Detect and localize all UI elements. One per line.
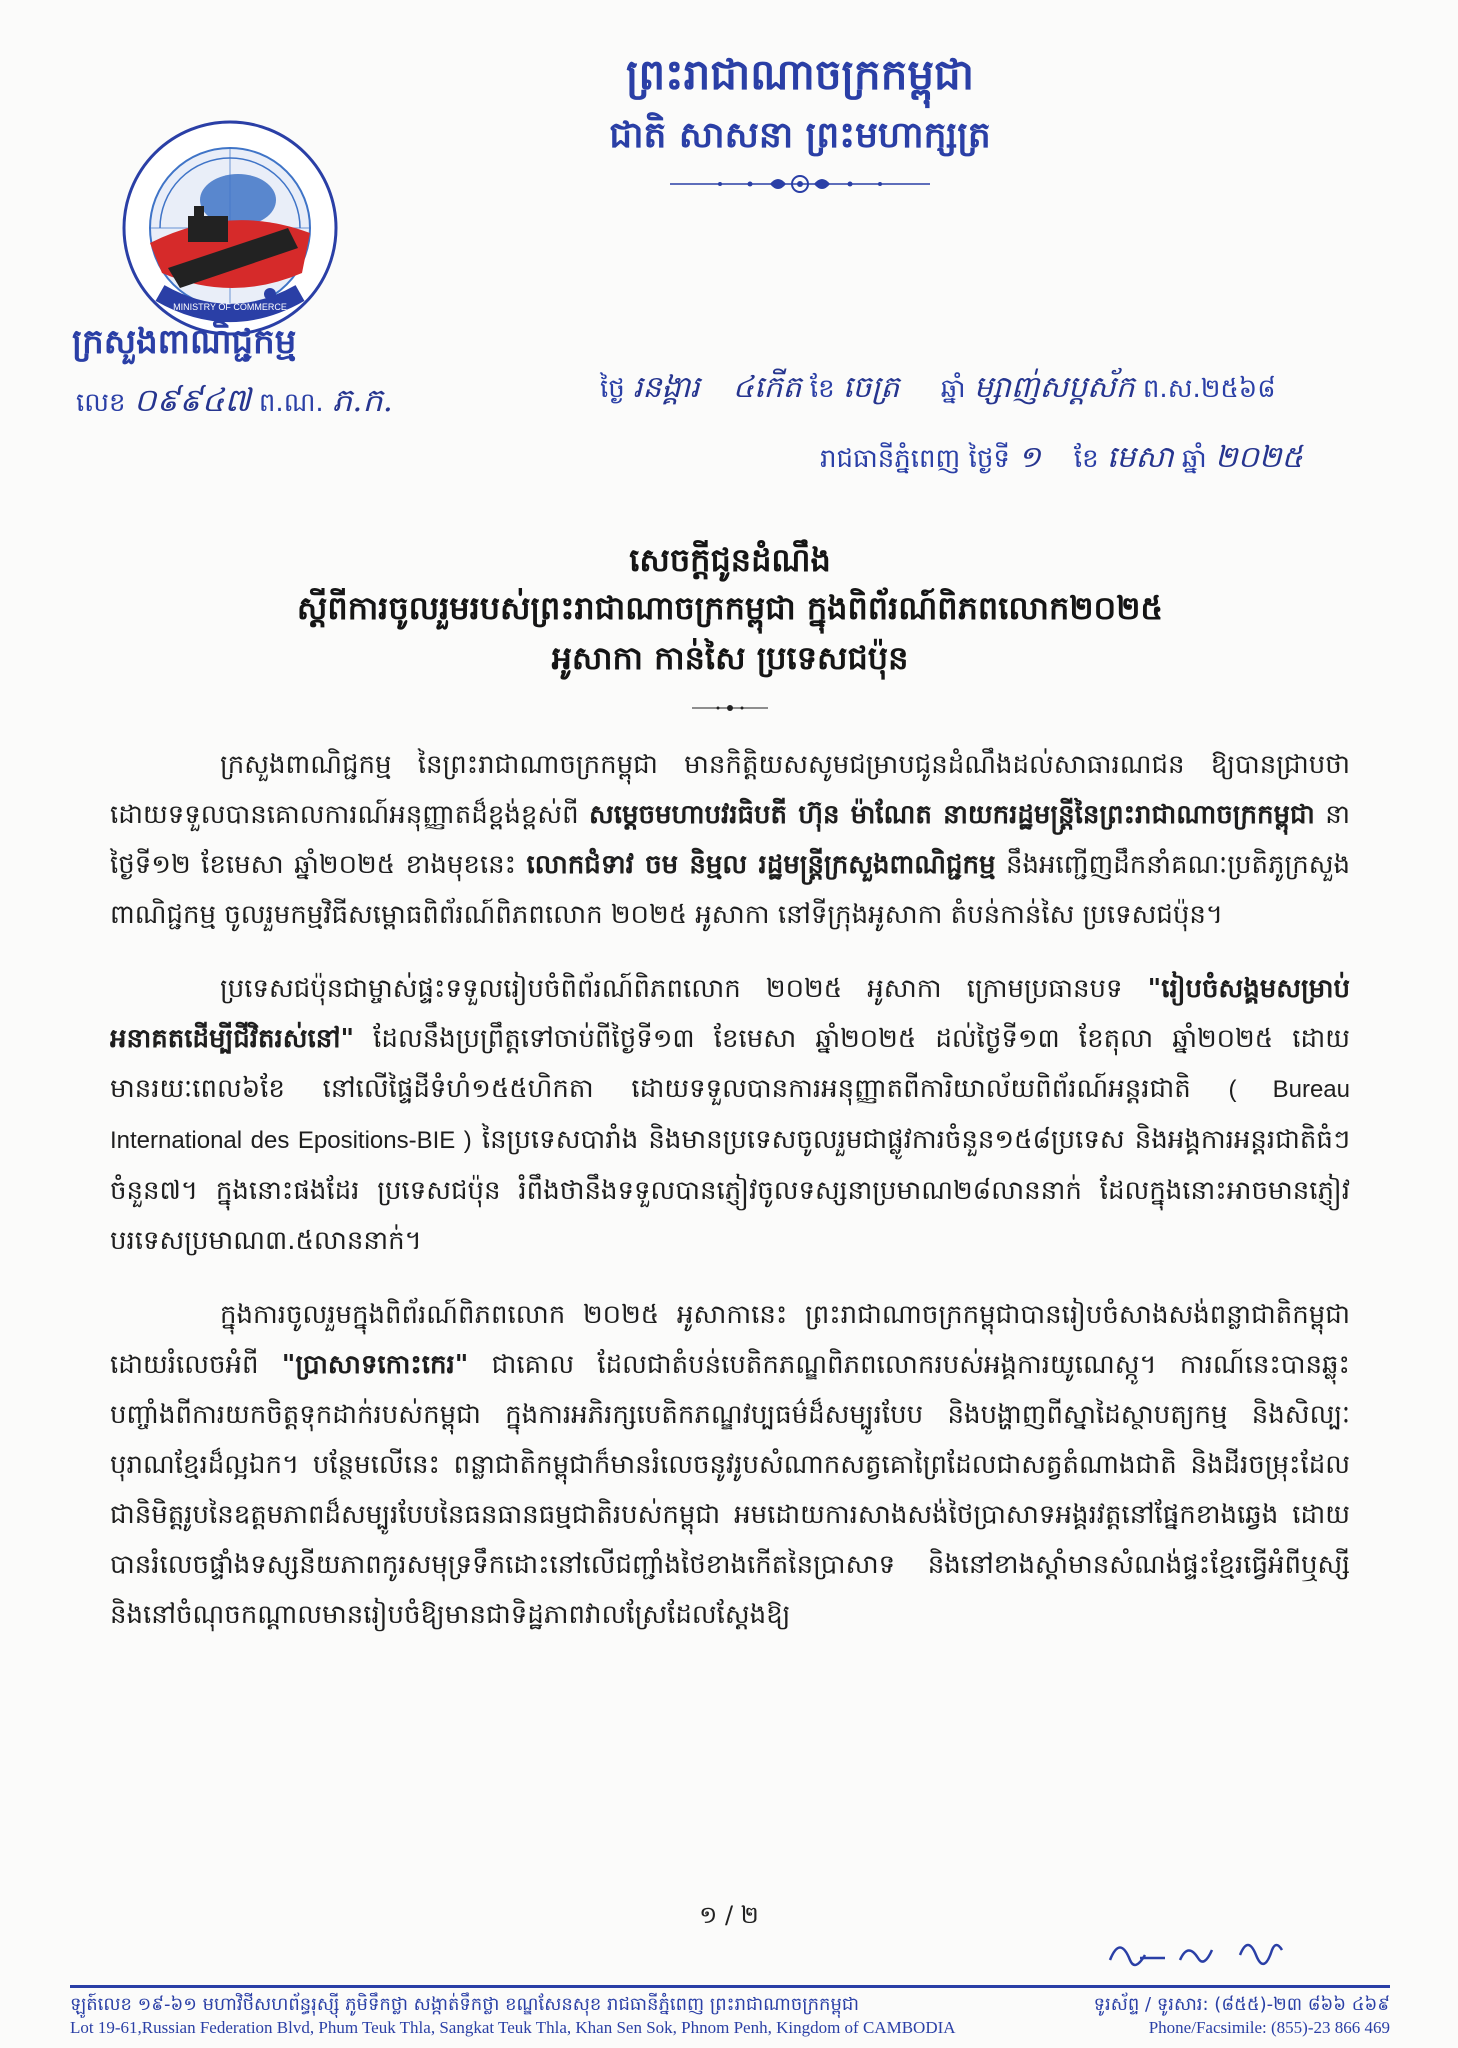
ref-number: ០៩៩៤៧	[133, 381, 251, 419]
footer-khmer	[70, 1992, 1390, 2019]
lunar-month-label: ខែ	[809, 374, 835, 404]
bie-reference: ( Bureau International des Epositions-BIE )	[110, 1076, 1350, 1154]
footer-address-kh: ឡូត៍លេខ ១៩-៦១ មហាវិថីសហព័ន្ធរុស្ស៊ី ភូមិទឹកថ្លា សង្កាត់ទឹកថ្លា ខណ្ឌសែនសុខ រាជធានីភ្នំពេញ ព្រះរាជាណាចក្រកម្ពុជា	[70, 1994, 860, 2015]
lunar-year: ម្សាញ់សប្តស័ក	[973, 370, 1135, 405]
kingdom-heading: ព្រះរាជាណាចក្រកម្ពុជា	[625, 50, 975, 99]
lunar-day: រនង្គារ	[633, 370, 700, 405]
document-title: សេចក្តីជូនដំណឹង	[629, 541, 831, 579]
solar-date	[820, 438, 1420, 482]
ref-suffix: ព.ណ.	[258, 388, 324, 418]
minister-name: លោកជំទាវ ចម និម្មល រដ្ឋមន្ត្រីក្រសួងពាណិជ្ជកម្ម	[526, 850, 996, 880]
paragraph-1: ក្រសួងពាណិជ្ជកម្ម នៃព្រះរាជាណាចក្រកម្ពុជា មានកិត្តិយសសូមជម្រាបជូនដំណឹងដល់សាធារណជន ឱ្យបានជ្រាបថា ដោយទទួលបានគោលការណ៍អនុញ្ញាតដ៏ខ្ពង់ខ្ពស់ពី សម្តេចមហាបវរធិបតី ហ៊ុន ម៉ាណែត នាយករដ្ឋមន្ត្រីនៃព្រះរាជាណាចក្រកម្ពុជា នាថ្ងៃទី១២ ខែមេសា ឆ្នាំ២០២៥ ខាងមុខនេះ លោកជំទាវ ចម និម្មល រដ្ឋមន្ត្រីក្រសួងពាណិជ្ជកម្ម នឹងអញ្ជើញដឹកនាំគណៈប្រតិភូក្រសួងពាណិជ្ជកម្ម ចូលរួមកម្មវិធីសម្ពោធពិព័រណ៍ពិភពលោក ២០២៥ អូសាកា នៅទីក្រុងអូសាកា តំបន់កាន់សៃ ប្រទេសជប៉ុន។	[110, 750, 1350, 930]
koh-ker-temple: "ប្រាសាទកោះកេរ"	[281, 1350, 469, 1380]
page-number: ១ / ២	[699, 1901, 759, 1929]
paragraph-2: ប្រទេសជប៉ុនជាម្ចាស់ផ្ទះទទួលរៀបចំពិព័រណ៍ពិភពលោក ២០២៥ អូសាកា ក្រោមប្រធានបទ "រៀបចំសង្គមសម្រាប់អនាគតដើម្បីជីវិតរស់នៅ" ដែលនឹងប្រព្រឹត្តទៅចាប់ពីថ្ងៃទី១៣ ខែមេសា ឆ្នាំ២០២៥ ដល់ថ្ងៃទី១៣ ខែតុលា ឆ្នាំ២០២៥ ដោយមានរយៈពេល៦ខែ នៅលើផ្ទៃដីទំហំ១៥៥ហិកតា ដោយទទួលបានការអនុញ្ញាតពីការិយាល័យពិព័រណ៍អន្តរជាតិ ( Bureau International des Epositions-BIE ) នៃប្រទេសបារាំង និងមានប្រទេសចូលរួមជាផ្លូវការចំនួន១៥៨ប្រទេស និងអង្គការអន្តរជាតិធំៗចំនួន៧។ ក្នុងនោះផងដែរ ប្រទេសជប៉ុន រំពឹងថានឹងទទួលបានភ្ញៀវចូលទស្សនាប្រមាណ២៨លាននាក់ ដែលក្នុងនោះអាចមានភ្ញៀវបរទេសប្រមាណ៣.៥លាននាក់។	[110, 974, 1350, 1256]
lunar-moon: ៤កើត	[732, 370, 802, 405]
paragraph-3: ក្នុងការចូលរួមក្នុងពិព័រណ៍ពិភពលោក ២០២៥ អូសាកានេះ ព្រះរាជាណាចក្រកម្ពុជាបានរៀបចំសាងសង់ពន្លាជាតិកម្ពុជាដោយរំលេចអំពី "ប្រាសាទកោះកេរ" ជាគោល ដែលជាតំបន់បេតិកភណ្ឌពិភពលោករបស់អង្គការយូណេស្កូ។ ការណ៍នេះបានឆ្លុះបញ្ចាំងពីការយកចិត្តទុកដាក់របស់កម្ពុជា ក្នុងការអភិរក្សបេតិកភណ្ឌវប្បធម៌ដ៏សម្បូរបែប និងបង្ហាញពីស្នាដៃស្ថាបត្យកម្ម និងសិល្បៈបុរាណខ្មែរដ៏ល្អឯក។ បន្ថែមលើនេះ ពន្លាជាតិកម្ពុជាក៏មានរំលេចនូវរូបសំណាកសត្វគោព្រៃដែលជាសត្វតំណាងជាតិ និងដីរចម្រុះដែលជានិមិត្តរូបនៃឧត្តមភាពដ៏សម្បូរបែបនៃធនធានធម្មជាតិរបស់កម្ពុជា អមដោយការសាងសង់ថៃប្រាសាទអង្គរវត្តនៅផ្នែកខាងឆ្វេង ដោយបានរំលេចផ្ទាំងទស្សនីយភាពកូរសមុទ្រទឹកដោះនៅលើជញ្ជាំងថៃខាងកើតនៃប្រាសាទ និងនៅខាងស្តាំមានសំណង់ផ្ទះខ្មែរធ្វើអំពីឬស្សី និងនៅចំណុចកណ្តាលមានរៀបចំឱ្យមានជាទិដ្ឋភាពវាលស្រែដែលស្តែងឱ្យ	[110, 1300, 1350, 1630]
footer-phone-kh: ទូរស័ព្ទ / ទូរសារ: (៨៥៥)-២៣ ៨៦៦ ៤៦៩	[1093, 1994, 1390, 2015]
ornament-divider-title	[690, 702, 770, 714]
handwritten-initials	[1100, 1930, 1300, 1980]
lunar-year-label: ឆ្នាំ	[940, 374, 966, 404]
solar-month: មេសា	[1106, 440, 1174, 475]
solar-year: ២០២៥	[1214, 440, 1303, 475]
ministry-name: ក្រសួងពាណិជ្ជកម្ម	[72, 322, 297, 362]
pm-name: សម្តេចមហាបវរធិបតី ហ៊ុន ម៉ាណែត នាយករដ្ឋមន្ត្រីនៃព្រះរាជាណាចក្រកម្ពុជា	[588, 800, 1315, 830]
lunar-date	[600, 368, 1420, 412]
lunar-prefix: ថ្ងៃ	[600, 374, 625, 404]
footer-english	[70, 2018, 1390, 2038]
document-subject: ស្តីពីការចូលរួមរបស់ព្រះរាជាណាចក្រកម្ពុជា ក្នុងពិព័រណ៍ពិភពលោក២០២៥	[296, 589, 1164, 627]
ref-code: ភ.ក.	[331, 381, 393, 419]
document-location: អូសាកា កាន់សៃ ប្រទេសជប៉ុន	[551, 639, 909, 677]
solar-month-label: ខែ	[1073, 444, 1099, 474]
solar-day: ១	[1018, 440, 1041, 475]
lunar-be: ព.ស.២៥៦៨	[1142, 374, 1276, 404]
national-motto: ជាតិ សាសនា ព្រះមហាក្សត្រ	[609, 114, 991, 156]
document-body	[110, 740, 1350, 1664]
solar-city: រាជធានីភ្នំពេញ	[820, 444, 961, 474]
solar-day-label: ថ្ងៃទី	[968, 444, 1010, 474]
solar-year-label: ឆ្នាំ	[1181, 444, 1207, 474]
expo-theme: "រៀបចំសង្គមសម្រាប់អនាគតដើម្បីជីវិតរស់នៅ"	[110, 974, 1350, 1054]
logo-caption: MINISTRY OF COMMERCE	[173, 302, 287, 312]
footer-rule	[70, 1985, 1390, 1988]
ornament-divider-top	[660, 172, 940, 196]
lunar-month: ចេត្រ	[842, 370, 900, 405]
footer-address-en: Lot 19-61,Russian Federation Blvd, Phum Teuk Thla, Sangkat Teuk Thla, Khan Sen Sok, Phnom Penh, Kingdom of CAMBODIA	[70, 2018, 956, 2037]
ministry-of-commerce-logo	[120, 118, 340, 338]
ref-prefix: លេខ	[76, 388, 126, 418]
footer-phone-en: Phone/Facsimile: (855)-23 866 469	[1148, 2018, 1390, 2037]
reference-number	[76, 380, 393, 427]
